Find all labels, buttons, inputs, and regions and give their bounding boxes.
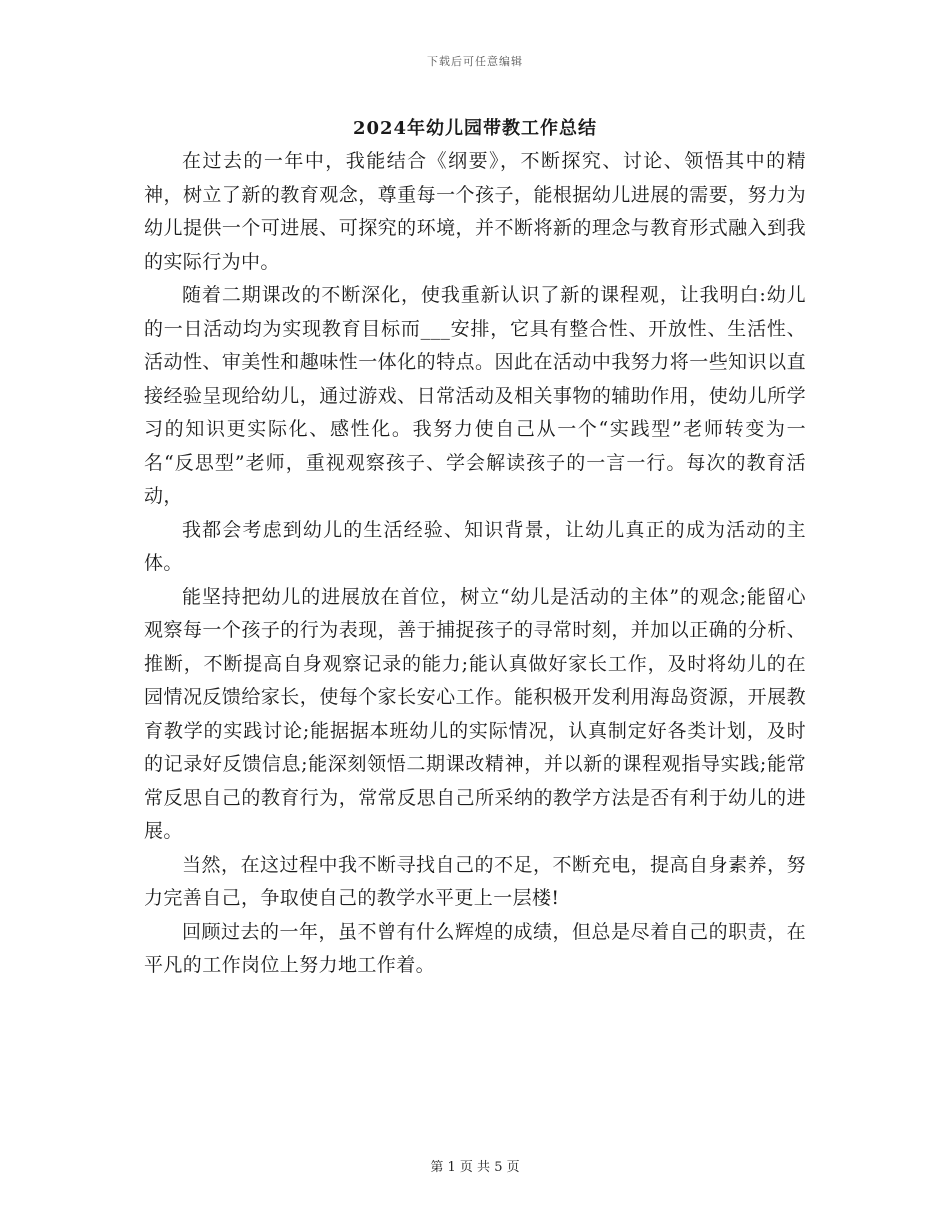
document-body xyxy=(144,145,806,983)
paragraph: 在过去的一年中，我能结合《纲要》，不断探究、讨论、领悟其中的精神，树立了新的教育观念，尊重每一个孩子，能根据幼儿进展的需要，努力为幼儿提供一个可进展、可探究的环境，并不断将新的理念与教育形式融入到我的实际行为中。 xyxy=(144,150,806,273)
paragraph: 我都会考虑到幼儿的生活经验、知识背景，让幼儿真正的成为活动的主体。 xyxy=(144,518,806,574)
document-title: 2024年幼儿园带教工作总结 xyxy=(352,118,598,139)
header-note: 下载后可任意编辑 xyxy=(427,55,523,68)
page-number: 第 1 页 共 5 页 xyxy=(430,1160,520,1175)
paragraph: 当然，在这过程中我不断寻找自己的不足，不断充电，提高自身素养，努力完善自己，争取使自己的教学水平更上一层楼! xyxy=(144,853,806,909)
paragraph: 能坚持把幼儿的进展放在首位，树立“幼儿是活动的主体”的观念;能留心观察每一个孩子的行为表现，善于捕捉孩子的寻常时刻，并加以正确的分析、推断，不断提高自身观察记录的能力;能认真做好家长工作，及时将幼儿的在园情况反馈给家长，使每个家长安心工作。能积极开发利用海岛资源，开展教育教学的实践讨论;能据据本班幼儿的实际情况，认真制定好各类计划，及时的记录好反馈信息;能深刻领悟二期课改精神，并以新的课程观指导实践;能常常反思自己的教育行为，常常反思自己所采纳的教学方法是否有利于幼儿的进展。 xyxy=(144,585,806,842)
paragraph: 随着二期课改的不断深化，使我重新认识了新的课程观，让我明白:幼儿的一日活动均为实现教育目标而___安排，它具有整合性、开放性、生活性、活动性、审美性和趣味性一体化的特点。因此在活动中我努力将一些知识以直接经验呈现给幼儿，通过游戏、日常活动及相关事物的辅助作用，使幼儿所学习的知识更实际化、感性化。我努力使自己从一个“实践型”老师转变为一名“反思型”老师，重视观察孩子、学会解读孩子的一言一行。每次的教育活动， xyxy=(144,284,806,507)
paragraph: 回顾过去的一年，虽不曾有什么辉煌的成绩，但总是尽着自己的职责，在平凡的工作岗位上努力地工作着。 xyxy=(144,920,806,976)
